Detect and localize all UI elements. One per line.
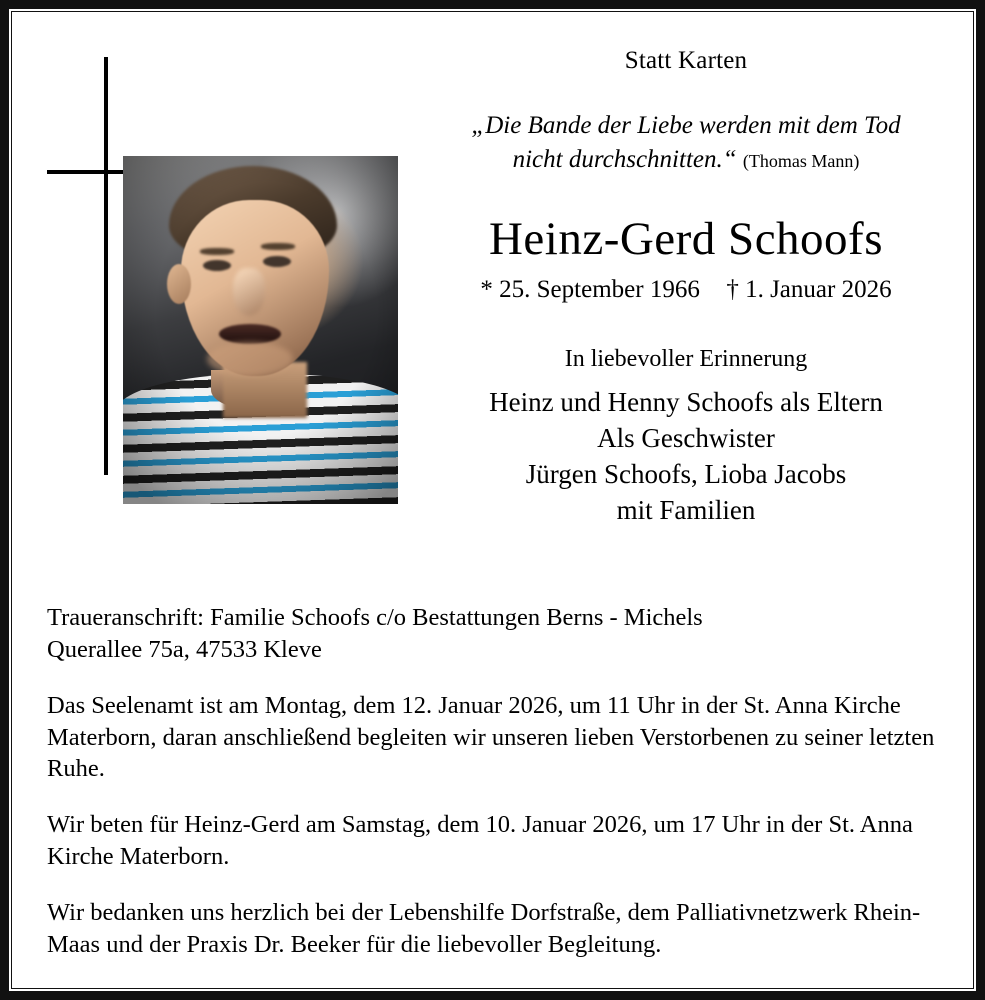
deceased-name: Heinz-Gerd Schoofs [488,213,884,265]
birth-date: 25. September 1966 [499,276,700,303]
paragraph-spacer [47,785,965,809]
notice-head-column [407,47,965,529]
notice-frame [9,9,976,991]
notice-header-area [15,15,970,575]
portrait-photo [123,156,398,504]
quote-line-2-row [407,143,965,177]
notice-sheet [15,15,970,985]
cross-vertical-bar [104,57,108,475]
portrait-vignette [123,156,398,504]
death-date: 1. Januar 2026 [745,276,892,303]
deceased-dates [407,276,965,304]
family-line: Heinz und Henny Schoofs als Eltern [489,387,883,417]
paragraph-spacer [47,873,965,897]
family-list [407,385,965,529]
mourning-address-line-1: Traueranschrift: Familie Schoofs c/o Bestattungen Berns - Michels [47,604,703,631]
memory-line: In liebevoller Erinnerung [564,346,808,372]
mourning-address-line-2: Querallee 75a, 47533 Kleve [47,635,322,663]
notice-body [47,602,965,961]
quote-line-2: nicht durchschnitten.“ [512,145,737,173]
thanks-paragraph: Wir bedanken uns herzlich bei der Lebenshilfe Dorfstraße, dem Palliativnetzwerk Rhein-Maas und der Praxis Dr. Beeker für die liebevoller Begleitung. [47,898,921,958]
birth-symbol: * [480,276,493,303]
quote-author: (Thomas Mann) [742,150,860,171]
family-line: Als Geschwister [597,422,775,453]
death-symbol: † [726,276,739,303]
family-line: mit Familien [616,494,756,525]
prayer-paragraph: Wir beten für Heinz-Gerd am Samstag, dem 10. Januar 2026, um 17 Uhr in der St. Anna Kirche Materborn. [47,811,913,871]
statt-karten-heading: Statt Karten [624,47,748,74]
memorial-quote [407,109,965,176]
family-line: Jürgen Schoofs, Lioba Jacobs [525,458,847,489]
quote-line-1: „Die Bande der Liebe werden mit dem Tod [471,112,901,139]
service-paragraph: Das Seelenamt ist am Montag, dem 12. Januar 2026, um 11 Uhr in der St. Anna Kirche Materborn, daran anschließend begleiten wir unseren lieben Verstorbenen zu seiner letzten Ruhe. [47,691,935,783]
paragraph-spacer [47,666,965,690]
